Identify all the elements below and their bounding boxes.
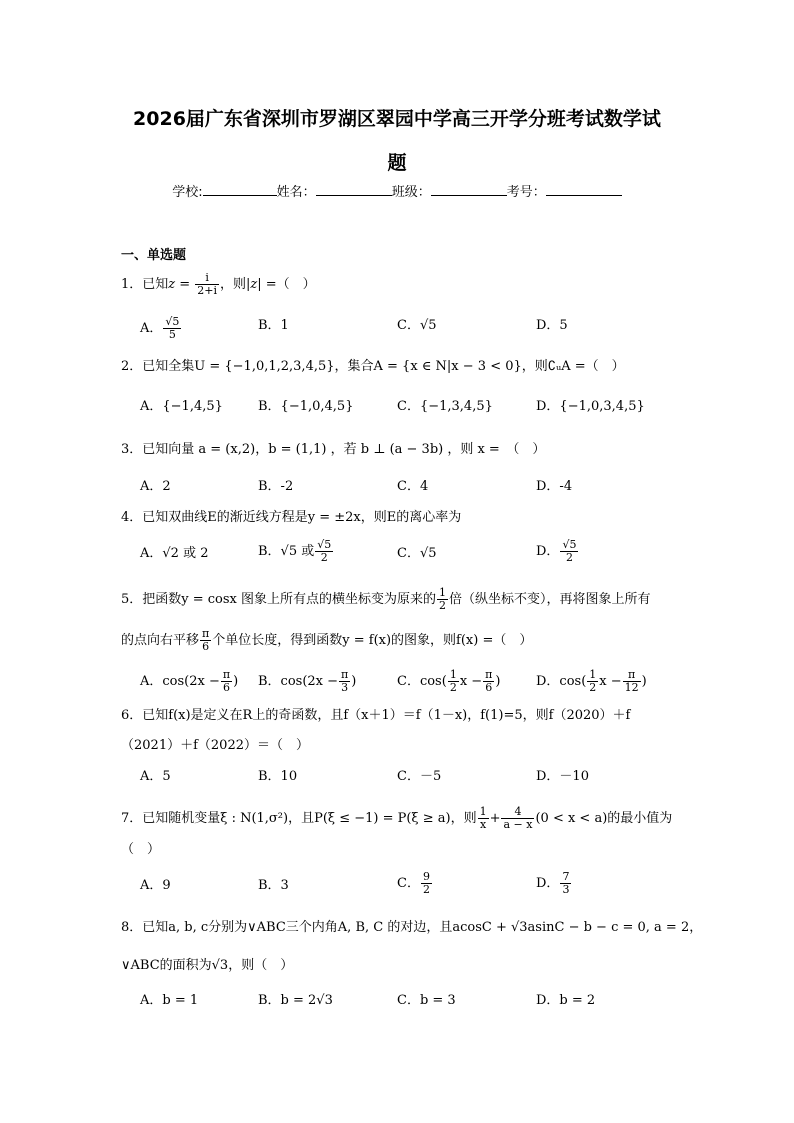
page-title-line2: 题: [387, 152, 407, 174]
question-8-line2: ∨ABC的面积为√3，则（ ）: [121, 958, 294, 973]
question-1: 1．已知z = $\frac{i}{2+i}$ ，则|z| =（ ）: [121, 271, 316, 297]
school-label: 学校:: [172, 185, 203, 200]
q3-option-d[interactable]: D．-4: [536, 479, 573, 494]
q6-option-d[interactable]: D．－10: [536, 769, 589, 784]
q1-text: 1．已知: [121, 277, 169, 292]
q3-option-b[interactable]: B．-2: [258, 479, 294, 494]
q1-option-c[interactable]: C．√5: [397, 318, 437, 333]
q3-option-c[interactable]: C．4: [397, 479, 429, 494]
q5-option-a[interactable]: A．cos(2x − $\frac{\pi}{6}$ ): [140, 668, 239, 694]
q1-option-b[interactable]: B．1: [258, 318, 289, 333]
q6-option-b[interactable]: B．10: [258, 769, 298, 784]
q8-option-c[interactable]: C．b = 3: [397, 993, 456, 1008]
q8-option-d[interactable]: D．b = 2: [536, 993, 596, 1008]
q2-option-c[interactable]: C．{−1,3,4,5}: [397, 399, 493, 414]
question-6-line1: 6．已知f(x)是定义在R上的奇函数，且f（x＋1）＝f（1－x)，f(1)=5，则f（2020）＋f: [121, 708, 631, 723]
class-blank[interactable]: [431, 183, 507, 196]
q5-option-c[interactable]: C．cos( $\frac{1}{2}$ x − $\frac{\pi}{6}$ ): [397, 668, 501, 694]
question-7-line2: （ ）: [121, 842, 161, 857]
name-label: 姓名：: [276, 185, 316, 200]
student-info: [0, 181, 794, 200]
q8-option-a[interactable]: A．b = 1: [140, 993, 199, 1008]
section-heading: 一、单选题: [121, 248, 187, 263]
question-2: 2．已知全集U = {−1,0,1,2,3,4,5}，集合A = {x ∈ N|x − 3 < 0}，则∁ᵤA =（ ）: [121, 359, 625, 374]
question-4: 4．已知双曲线E的渐近线方程是y = ±2x，则E的离心率为: [121, 510, 462, 525]
q6-option-c[interactable]: C．－5: [397, 769, 442, 784]
q3-option-a[interactable]: A．2: [140, 479, 171, 494]
q4-option-b[interactable]: B．√5 或 $\frac{√5}{2}$: [258, 538, 332, 564]
q7-option-c[interactable]: C． $\frac{9}{2}$: [397, 870, 430, 896]
exam-no-blank[interactable]: [546, 183, 622, 196]
q1-z: z =: [168, 277, 191, 292]
page-title-line1: 2026届广东省深圳市罗湖区翠园中学高三开学分班考试数学试: [133, 108, 661, 130]
q4-option-d[interactable]: D． $\frac{√5}{2}$: [536, 538, 577, 564]
q7-option-b[interactable]: B．3: [258, 878, 289, 893]
q7-option-d[interactable]: D． $\frac{7}{3}$: [536, 870, 570, 896]
q1-option-a[interactable]: A． $\frac{√5}{5}$: [140, 315, 180, 341]
question-5-line2: 的点向右平移 $\frac{\pi}{6}$ 个单位长度，得到函数y = f(x)的图象，则f(x) =（ ）: [121, 627, 533, 653]
q4-option-a[interactable]: A．√2 或 2: [140, 546, 209, 561]
q2-option-a[interactable]: A．{−1,4,5}: [140, 399, 223, 414]
q4-option-c[interactable]: C．√5: [397, 546, 437, 561]
q5-option-d[interactable]: D．cos( $\frac{1}{2}$ x − $\frac{\pi}{12}$ ): [536, 668, 647, 694]
question-8-line1: 8．已知a, b, c分别为∨ABC三个内角A, B, C 的对边，且acosC + √3asinC − b − c = 0, a = 2，: [121, 920, 703, 935]
school-blank[interactable]: [203, 183, 277, 196]
q1-option-d[interactable]: D．5: [536, 318, 568, 333]
q1-fraction: $\frac{i}{2+i}$: [197, 271, 218, 297]
question-7-line1: 7．已知随机变量ξ : N(1,σ²)，且P(ξ ≤ −1) = P(ξ ≥ a)，则 $\frac{1}{x}$ + $\frac{4}{a - x}$ (0 < x < a)的最小值为: [121, 805, 673, 831]
q6-option-a[interactable]: A．5: [140, 769, 171, 784]
q8-option-b[interactable]: B．b = 2√3: [258, 993, 333, 1008]
question-3: 3．已知向量 a = (x,2)，b = (1,1) ，若 b ⊥ (a − 3b) ，则 x = （ ）: [121, 442, 546, 457]
q7-option-a[interactable]: A．9: [140, 878, 171, 893]
class-label: 班级：: [391, 185, 431, 200]
q2-option-b[interactable]: B．{−1,0,4,5}: [258, 399, 354, 414]
exam-no-label: 考号：: [506, 185, 546, 200]
question-5-line1: 5．把函数y = cosx 图象上所有点的横坐标变为原来的 $\frac{1}{2}$ 倍（纵坐标不变），再将图象上所有: [121, 586, 651, 612]
q2-option-d[interactable]: D．{−1,0,3,4,5}: [536, 399, 645, 414]
question-6-line2: （2021）＋f（2022）＝（ ）: [121, 738, 309, 753]
name-blank[interactable]: [316, 183, 392, 196]
q5-option-b[interactable]: B．cos(2x − $\frac{\pi}{3}$ ): [258, 668, 357, 694]
